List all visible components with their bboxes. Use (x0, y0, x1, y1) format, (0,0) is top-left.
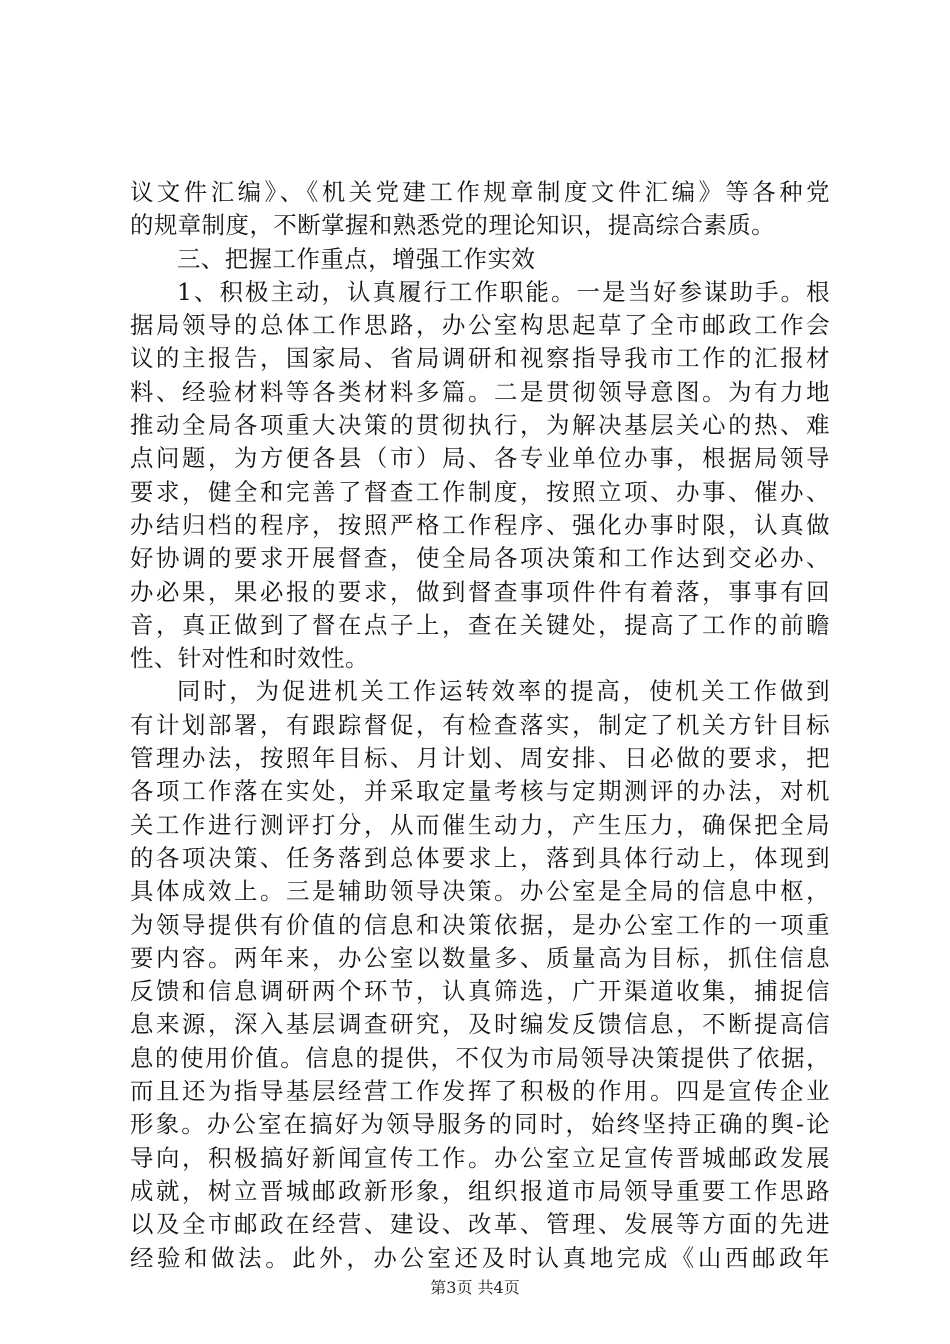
text-line: 以及全市邮政在经营、建设、改革、管理、发展等方面的先进 (130, 1210, 830, 1239)
text-line: 办必果，果必报的要求，做到督查事项件件有着落，事事有回 (130, 577, 830, 606)
text-line: 据局领导的总体工作思路，办公室构思起草了全市邮政工作会 (130, 311, 830, 340)
text-line: 各项工作落在实处，并采取定量考核与定期测评的办法，对机 (130, 777, 830, 806)
text-line: 性、针对性和时效性。 (130, 644, 369, 673)
text-line: 好协调的要求开展督查，使全局各项决策和工作达到交必办、 (130, 544, 830, 573)
text-line: 息的使用价值。信息的提供，不仅为市局领导决策提供了依据， (130, 1043, 830, 1072)
text-line: 料、经验材料等各类材料多篇。二是贯彻领导意图。为有力地 (130, 377, 830, 406)
text-line: 成就，树立晋城邮政新形象，组织报道市局领导重要工作思路 (130, 1176, 830, 1205)
text-line: 议文件汇编》、《机关党建工作规章制度文件汇编》等各种党 (130, 178, 830, 206)
text-line: 要求，健全和完善了督查工作制度，按照立项、办事、催办、 (130, 477, 830, 506)
text-line: 而且还为指导基层经营工作发挥了积极的作用。四是宣传企业 (130, 1077, 830, 1106)
text-line: 管理办法，按照年目标、月计划、周安排、日必做的要求，把 (130, 744, 830, 773)
text-line: 有计划部署，有跟踪督促，有检查落实，制定了机关方针目标 (130, 710, 830, 739)
text-line: 推动全局各项重大决策的贯彻执行，为解决基层关心的热、难 (130, 411, 830, 440)
text-line: 息来源，深入基层调查研究，及时编发反馈信息，不断提高信 (130, 1010, 830, 1039)
text-line: 的规章制度，不断掌握和熟悉党的理论知识，提高综合素质。 (130, 211, 776, 240)
text-line: 关工作进行测评打分，从而催生动力，产生压力，确保把全局 (130, 810, 830, 839)
text-line: 经验和做法。此外，办公室还及时认真地完成《山西邮政年 (130, 1243, 830, 1272)
text-line: 的各项决策、任务落到总体要求上，落到具体行动上，体现到 (130, 843, 830, 872)
text-line: 议的主报告，国家局、省局调研和视察指导我市工作的汇报材 (130, 344, 830, 373)
text-line: 为领导提供有价值的信息和决策依据，是办公室工作的一项重 (130, 910, 830, 939)
text-line: 要内容。两年来，办公室以数量多、质量高为目标，抓住信息 (130, 943, 830, 972)
text-line: 点问题，为方便各县（市）局、各专业单位办事，根据局领导 (130, 444, 830, 473)
text-line: 音，真正做到了督在点子上，查在关键处，提高了工作的前瞻 (130, 610, 830, 639)
page-number: 第3页 共4页 (430, 1278, 520, 1297)
text-line: 1、积极主动，认真履行工作职能。一是当好参谋助手。根 (177, 277, 830, 306)
text-line: 形象。办公室在搞好为领导服务的同时，始终坚持正确的舆-论 (130, 1110, 830, 1139)
text-line: 反馈和信息调研两个环节，认真筛选，广开渠道收集，捕捉信 (130, 977, 830, 1006)
text-line: 同时，为促进机关工作运转效率的提高，使机关工作做到 (177, 677, 830, 706)
text-line: 三、把握工作重点，增强工作实效 (177, 244, 536, 273)
text-line: 办结归档的程序，按照严格工作程序、强化办事时限，认真做 (130, 510, 830, 539)
text-line: 具体成效上。三是辅助领导决策。办公室是全局的信息中枢， (130, 877, 830, 906)
text-line: 导向，积极搞好新闻宣传工作。办公室立足宣传晋城邮政发展 (130, 1143, 830, 1172)
document-body (130, 176, 830, 1275)
